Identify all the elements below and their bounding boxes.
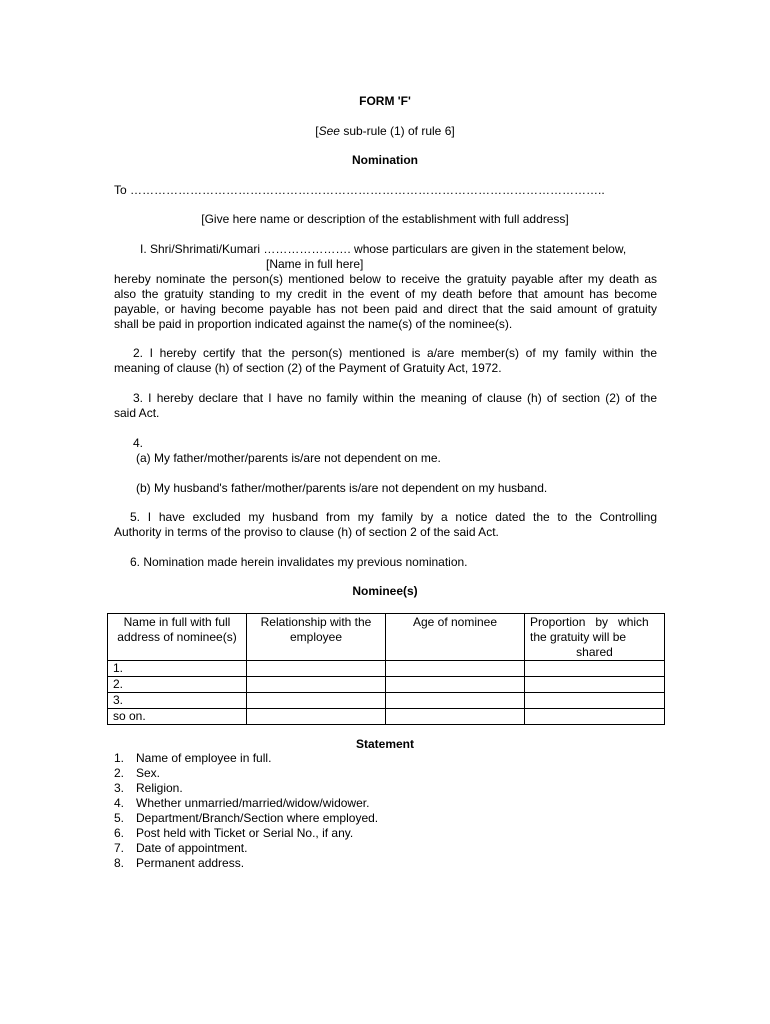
list-item-number: 7. [114, 841, 125, 855]
header-name-address [108, 614, 247, 661]
statement-title: Statement [355, 737, 414, 751]
establishment-hint: [Give here name or description of the establishment with full address] [201, 212, 569, 226]
paragraph-1-line: also the gratuity standing to my credit in the event of my death before that amount has become [114, 287, 657, 301]
paragraph-3 [114, 391, 657, 421]
paragraph-2-line: 2. I hereby certify that the person(s) mentioned is a/are member(s) of my family within the [133, 346, 657, 360]
nominees-title: Nominee(s) [352, 584, 418, 598]
list-item [114, 811, 378, 826]
list-item-text: Date of appointment. [136, 841, 248, 855]
paragraph-3-line: said Act. [114, 406, 160, 420]
table-cell[interactable] [386, 661, 525, 677]
table-row [108, 661, 665, 677]
list-item-number: 1. [114, 751, 125, 765]
paragraph-2-line: meaning of clause (h) of section (2) of the Payment of Gratuity Act, 1972. [114, 361, 502, 375]
list-item [114, 766, 378, 781]
table-cell[interactable] [247, 661, 386, 677]
list-item [114, 751, 378, 766]
statement-list [114, 751, 378, 871]
header-age [386, 614, 525, 661]
table-row [108, 677, 665, 693]
nomination-title: Nomination [352, 153, 418, 167]
list-item-number: 3. [114, 781, 125, 795]
paragraph-1-line: shall be paid in proportion indicated against the name(s) of the nominee(s). [114, 317, 513, 331]
row-label: 3. [108, 693, 247, 709]
paragraph-1-line: hereby nominate the person(s) mentioned below to receive the gratuity payable after my death as [114, 272, 657, 286]
list-item-number: 8. [114, 856, 125, 870]
rule-reference [0, 124, 770, 139]
table-cell[interactable] [525, 677, 665, 693]
paragraph-2 [114, 346, 657, 376]
header-line: employee [289, 630, 343, 644]
table-cell[interactable] [525, 693, 665, 709]
rule-reference-bracket: [ [315, 124, 319, 138]
declarant-line: I. Shri/Shrimati/Kumari …………………. whose particulars are given in the statement below, [140, 242, 627, 256]
paragraph-1-line: payable, or having become payable has not been paid and direct that the said amount of gratuity [114, 302, 657, 316]
list-item-text: Department/Branch/Section where employed. [136, 811, 379, 825]
header-line: Age of nominee [412, 615, 498, 629]
table-row [108, 693, 665, 709]
list-item [114, 796, 378, 811]
row-label: 2. [108, 677, 247, 693]
table-header-row [108, 614, 665, 661]
table-cell[interactable] [386, 677, 525, 693]
nominees-table [107, 613, 665, 725]
table-cell[interactable] [386, 709, 525, 725]
table-cell[interactable] [247, 693, 386, 709]
list-item-text: Post held with Ticket or Serial No., if any. [136, 826, 354, 840]
list-item [114, 826, 378, 841]
list-item-text: Sex. [136, 766, 161, 780]
form-title: FORM 'F' [359, 94, 411, 108]
list-item [114, 781, 378, 796]
table-cell[interactable] [525, 709, 665, 725]
paragraph-6: 6. Nomination made herein invalidates my previous nomination. [130, 555, 468, 569]
rule-reference-see: See [318, 124, 340, 138]
table-cell[interactable] [247, 709, 386, 725]
list-item-number: 2. [114, 766, 125, 780]
name-hint: [Name in full here] [266, 257, 364, 271]
rule-reference-rest: sub-rule (1) of rule 6] [339, 124, 455, 138]
list-item-text: Permanent address. [136, 856, 245, 870]
list-item-text: Religion. [136, 781, 183, 795]
paragraph-3-line: 3. I hereby declare that I have no family within the meaning of clause (h) of section (2) of the [133, 391, 657, 405]
header-line: the gratuity will be [530, 630, 627, 644]
row-label: 1. [108, 661, 247, 677]
row-label: so on. [108, 709, 247, 725]
paragraph-4a: (a) My father/mother/parents is/are not dependent on me. [136, 451, 441, 465]
header-line: address of nominee(s) [117, 630, 237, 644]
header-relationship [247, 614, 386, 661]
header-line: Name in full with full [123, 615, 231, 629]
paragraph-4-number: 4. [133, 436, 144, 450]
table-row [108, 709, 665, 725]
table-cell[interactable] [247, 677, 386, 693]
paragraph-1 [114, 272, 657, 332]
header-line: Proportion by which [530, 615, 649, 629]
list-item-text: Whether unmarried/married/widow/widower. [136, 796, 370, 810]
header-line: shared [576, 645, 613, 659]
list-item-text: Name of employee in full. [136, 751, 272, 765]
table-cell[interactable] [525, 661, 665, 677]
paragraph-5-line: 5. I have excluded my husband from my family by a notice dated the to the Controlling [130, 510, 657, 524]
header-line: Relationship with the [260, 615, 372, 629]
paragraph-4b: (b) My husband's father/mother/parents is/are not dependent on my husband. [136, 481, 548, 495]
header-proportion [525, 614, 665, 661]
paragraph-5 [114, 510, 657, 540]
list-item [114, 856, 378, 871]
table-cell[interactable] [386, 693, 525, 709]
list-item-number: 5. [114, 811, 125, 825]
paragraph-5-line: Authority in terms of the proviso to clause (h) of section 2 of the said Act. [114, 525, 499, 539]
list-item-number: 6. [114, 826, 125, 840]
list-item-number: 4. [114, 796, 125, 810]
list-item [114, 841, 378, 856]
to-line: To ……………………………………………………………………………………………………….. [114, 183, 605, 197]
